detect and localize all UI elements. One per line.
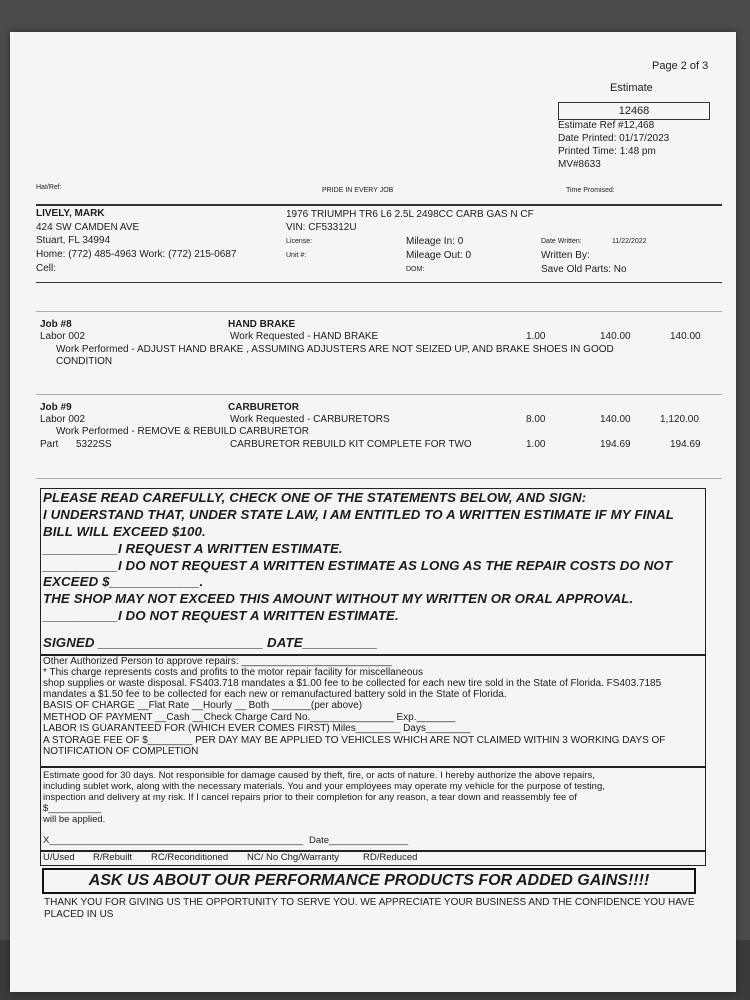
estimate-number-box: 12468 xyxy=(558,102,710,120)
notice-line-7: THE SHOP MAY NOT EXCEED THIS AMOUNT WITHOUT MY WRITTEN OR ORAL APPROVAL. xyxy=(43,591,634,606)
auth-line-5: will be applied. xyxy=(43,814,106,825)
part-codes-legend xyxy=(40,850,706,866)
charges-line-3: shop supplies or waste disposal. FS403.718 mandates a $1.00 fee to be collected for each new tire sold in the State of Florida. FS403.7185 xyxy=(43,678,662,689)
request-estimate-option[interactable]: __________I REQUEST A WRITTEN ESTIMATE. xyxy=(43,541,343,556)
hat-ref-label: Hat/Ref: xyxy=(36,184,62,191)
job8-number: Job #8 xyxy=(40,319,72,330)
labor-guarantee-line[interactable]: LABOR IS GUARANTEED FOR (WHICH EVER COMES FIRST) Miles________ Days________ xyxy=(43,723,471,734)
job9-part-label: Part xyxy=(40,439,59,450)
charges-terms-box xyxy=(40,654,706,768)
job8-work-performed-cont: CONDITION xyxy=(56,356,113,367)
job9-part-total: 194.69 xyxy=(670,439,701,450)
code-warranty: NC/ No Chg/Warranty xyxy=(247,852,340,863)
customer-signature-field[interactable]: X________________________________________________ xyxy=(43,835,303,846)
jobs-bottom-rule xyxy=(36,478,722,479)
save-old-parts: Save Old Parts: No xyxy=(541,264,627,275)
vehicle-divider xyxy=(36,282,722,283)
notice-line-1: PLEASE READ CAREFULLY, CHECK ONE OF THE STATEMENTS BELOW, AND SIGN: xyxy=(43,490,587,505)
page-number: Page 2 of 3 xyxy=(652,60,709,72)
charges-line-4: mandates a $1.50 fee to be collected for each new or remanufactured battery sold in the State of Florida. xyxy=(43,689,507,700)
thank-you-note: THANK YOU FOR GIVING US THE OPPORTUNITY TO SERVE YOU. WE APPRECIATE YOUR BUSINESS AND THE CONFIDENCE YOU HAVE PLACED IN US xyxy=(44,897,695,920)
license-label: License: xyxy=(286,238,313,245)
job9-part-number: 5322SS xyxy=(76,439,112,450)
dom-label: DOM: xyxy=(406,266,425,273)
code-rebuilt: R/Rebuilt xyxy=(93,852,133,863)
job8-title: HAND BRAKE xyxy=(228,319,296,330)
payment-method-line[interactable]: METHOD OF PAYMENT __Cash __Check Charge Card No._______________ Exp._______ xyxy=(43,712,456,723)
customer-phones: Home: (772) 485-4963 Work: (772) 215-0687 xyxy=(36,249,237,260)
notice-line-3: BILL WILL EXCEED $100. xyxy=(43,524,206,539)
signature-date-field[interactable]: Date_______________ xyxy=(309,835,409,846)
limit-estimate-option[interactable]: __________I DO NOT REQUEST A WRITTEN ESTIMATE AS LONG AS THE REPAIR COSTS DO NOT xyxy=(43,558,673,573)
doc-type: Estimate xyxy=(610,82,653,94)
customer-city: Stuart, FL 34994 xyxy=(36,235,111,246)
job9-qty: 8.00 xyxy=(526,414,546,425)
time-promised-label: Time Promised: xyxy=(566,187,615,194)
job9-number: Job #9 xyxy=(40,402,72,413)
job9-top-rule xyxy=(36,394,722,395)
job9-total: 1,120.00 xyxy=(660,414,699,425)
job9-part-rate: 194.69 xyxy=(600,439,631,450)
written-estimate-notice xyxy=(40,488,706,656)
job9-rate: 140.00 xyxy=(600,414,631,425)
code-used: U/Used xyxy=(43,852,75,863)
written-by: Written By: xyxy=(541,250,590,261)
job8-qty: 1.00 xyxy=(526,331,546,342)
teardown-fee-field[interactable]: $__________ xyxy=(43,803,102,814)
vehicle-vin: VIN: CF53312U xyxy=(286,222,357,233)
no-estimate-option[interactable]: __________I DO NOT REQUEST A WRITTEN ESTIMATE. xyxy=(43,608,399,623)
signature-line[interactable]: SIGNED ______________________ DATE__________ xyxy=(43,635,378,650)
customer-name: LIVELY, MARK xyxy=(36,208,105,219)
header-divider xyxy=(36,204,722,206)
job8-top-rule xyxy=(36,311,722,312)
date-printed: Date Printed: 01/17/2023 xyxy=(558,133,670,144)
slogan: PRIDE IN EVERY JOB xyxy=(322,187,394,194)
date-written: 11/22/2022 xyxy=(612,238,647,245)
auth-line-1: Estimate good for 30 days. Not responsible for damage caused by theft, fire, or acts of nature. I hereby authorize the above repairs, xyxy=(43,770,595,781)
job8-labor: Labor 002 xyxy=(40,331,86,342)
charges-line-9: NOTIFICATION OF COMPLETION xyxy=(43,746,199,757)
job9-work-performed: Work Performed - REMOVE & REBUILD CARBURETOR xyxy=(56,426,310,437)
vehicle-description: 1976 TRIUMPH TR6 L6 2.5L 2498CC CARB GAS N CF xyxy=(286,209,534,220)
date-written-label: Date Written: xyxy=(541,238,582,245)
mv-number: MV#8633 xyxy=(558,159,601,170)
charges-line-2: * This charge represents costs and profits to the motor repair facility for miscellaneous xyxy=(43,667,423,678)
authorized-person-line[interactable]: Other Authorized Person to approve repairs: ___________________________ xyxy=(43,656,392,667)
estimate-page xyxy=(10,32,736,992)
job9-labor: Labor 002 xyxy=(40,414,86,425)
performance-banner: ASK US ABOUT OUR PERFORMANCE PRODUCTS FOR ADDED GAINS!!!! xyxy=(42,868,696,894)
job8-total: 140.00 xyxy=(670,331,701,342)
storage-fee-line[interactable]: A STORAGE FEE OF $________ PER DAY MAY BE APPLIED TO VEHICLES WHICH ARE NOT CLAIMED WITHIN 3 WORKING DAYS OF xyxy=(43,735,666,746)
job9-work-requested: Work Requested - CARBURETORS xyxy=(230,414,390,425)
customer-cell: Cell: xyxy=(36,263,57,274)
code-reconditioned: RC/Reconditioned xyxy=(151,852,229,863)
job8-rate: 140.00 xyxy=(600,331,631,342)
customer-address: 424 SW CAMDEN AVE xyxy=(36,222,140,233)
exceed-amount-line[interactable]: EXCEED $____________. xyxy=(43,574,204,589)
job9-title: CARBURETOR xyxy=(228,402,299,413)
estimate-ref: Estimate Ref #12,468 xyxy=(558,120,655,131)
mileage-out: Mileage Out: 0 xyxy=(406,250,472,261)
auth-line-2: including sublet work, along with the necessary materials. You and your employees may operate my vehicle for the purpose of testing, xyxy=(43,781,605,792)
job8-work-requested: Work Requested - HAND BRAKE xyxy=(230,331,379,342)
job9-part-description: CARBURETOR REBUILD KIT COMPLETE FOR TWO xyxy=(230,439,472,450)
notice-line-2: I UNDERSTAND THAT, UNDER STATE LAW, I AM ENTITLED TO A WRITTEN ESTIMATE IF MY FINAL xyxy=(43,507,674,522)
job8-work-performed: Work Performed - ADJUST HAND BRAKE , ASSUMING ADJUSTERS ARE NOT SEIZED UP, AND BRAKE SHOES IN GOOD xyxy=(56,344,614,355)
mileage-in: Mileage In: 0 xyxy=(406,236,464,247)
job9-part-qty: 1.00 xyxy=(526,439,546,450)
authorization-box xyxy=(40,766,706,852)
basis-of-charge-line[interactable]: BASIS OF CHARGE __Flat Rate __Hourly __ Both _______(per above) xyxy=(43,700,363,711)
code-reduced: RD/Reduced xyxy=(363,852,418,863)
auth-line-3: inspection and delivery at my risk. If I cancel repairs prior to their completion for any reason, a tear down and reassembly fee of xyxy=(43,792,577,803)
printed-time: Printed Time: 1:48 pm xyxy=(558,146,656,157)
unit-label: Unit #: xyxy=(286,252,307,259)
